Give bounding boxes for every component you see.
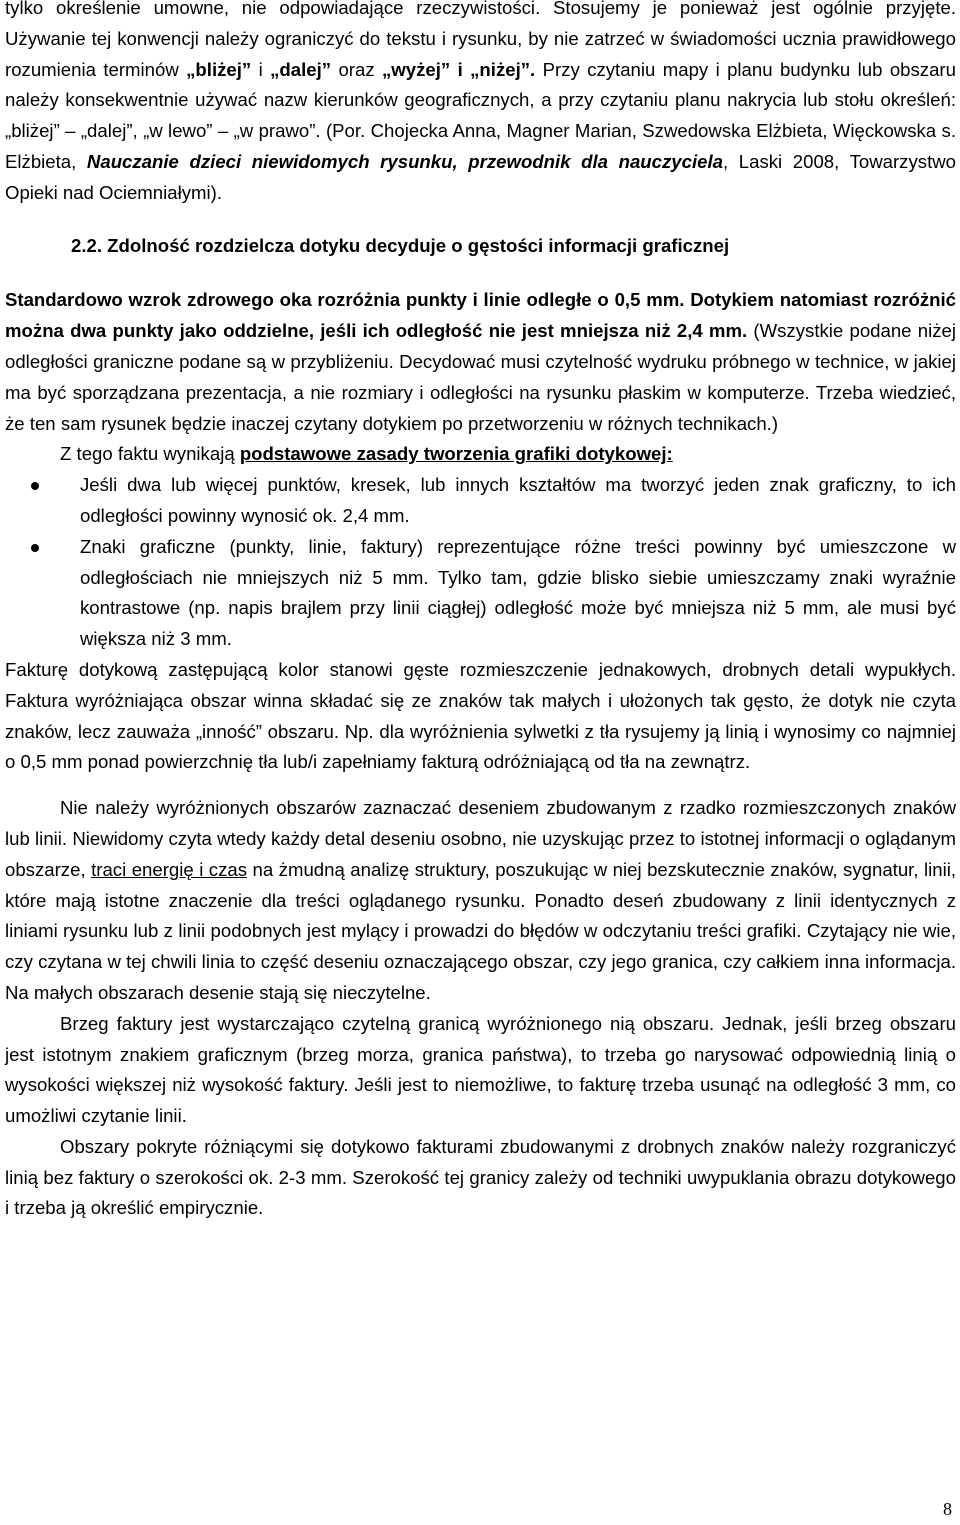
text-run: na żmudną analizę struktury, poszukując w niej bezskutecznie znaków, sygnatur, linii, które mają istotne znaczenie dla treści oglądanego rysunku. Ponadto deseń zbudowany z linii identycznych z liniami rysunku lub z linii podobnych jest mylący i prowadzi do błędów w odczytaniu treści grafiki. Czytający nie wie, czy czytana w tej chwili linia to część deseniu oznaczającego obszar, czy jego granica, czy całkiem inna informacja. Na małych obszarach desenie stają się nieczytelne. bbox=[5, 858, 957, 1003]
paragraph-texture: Fakturę dotykową zastępującą kolor stanowi gęste rozmieszczenie jednakowych, drobnych detali wypukłych. Faktura wyróżniająca obszar winna składać się ze znaków tak małych i ułożonych tak gęsto, że dotyk nie czyta znaków, lecz zauważa „inność” obszaru. Np. dla wyróżnienia sylwetki z tła rysujemy ją linią i wynosimy co najmniej o 0,5 mm ponad powierzchnię tła lub/i zapełniamy fakturą odróżniającą od tła na zewnątrz. bbox=[5, 658, 956, 773]
text-run: Nie należy wyróżnionych obszarów zaznaczać deseniem zbudowanym z rzadko rozmieszczonych znaków lub linii. Niewidomy czyta wtedy każdy detal deseniu osobno, nie uzyskując przez to istotnej informacji o oglądanym obszarze, bbox=[5, 797, 956, 880]
principles-title: podstawowe zasady tworzenia grafiki dotykowej: bbox=[239, 443, 673, 465]
underlined-phrase: traci energię i czas bbox=[91, 858, 248, 880]
bullet-icon bbox=[31, 544, 39, 552]
bold-statement: Standardowo wzrok zdrowego oka rozróżnia punkty i linie odległe o 0,5 mm. Dotykiem natomiast rozróżnić można dwa punkty jako oddzielne, jeśli ich odległość nie jest mniejsza niż 2,4 mm. bbox=[5, 289, 956, 342]
bullet-icon bbox=[31, 482, 39, 490]
term-closer: „bliżej” bbox=[186, 58, 252, 80]
text-run: i bbox=[251, 58, 271, 80]
book-title: Nauczanie dzieci niewidomych rysunku, przewodnik dla nauczyciela bbox=[86, 150, 723, 172]
paragraph-resolution bbox=[5, 285, 956, 439]
paragraph-patterns bbox=[5, 793, 956, 1009]
text-run: , Laski 2008, Towarzystwo Opieki nad Ociemniałymi). bbox=[5, 150, 956, 203]
principles-list bbox=[5, 470, 956, 655]
spacer bbox=[5, 261, 956, 285]
text-run: (Wszystkie podane niżej odległości graniczne podane są w przybliżeniu. Decydować musi czytelność wydruku próbnego w technice, w jakiej ma być sporządzana prezentacja, a nie rozmiary i odległości na rysunku płaskim w komputerze. Trzeba wiedzieć, że ten sam rysunek będzie inaczej czytany dotykiem po przetworzeniu w różnych technikach.) bbox=[5, 320, 956, 434]
term-further: „dalej” bbox=[270, 58, 332, 80]
text-run: Z tego faktu wynikają bbox=[60, 443, 240, 465]
paragraph-edges: Brzeg faktury jest wystarczająco czytelną granicą wyróżnionego nią obszaru. Jednak, jeśli brzeg obszaru jest istotnym znakiem graficznym (brzeg morza, granica państwa), to trzeba go narysować odpowiednią linią o wysokości większej niż wysokość faktury. Jeśli jest to niemożliwe, to fakturę trzeba usunąć na odległość 3 mm, co umożliwi czytanie linii. bbox=[5, 1012, 956, 1127]
text-run: oraz bbox=[331, 58, 382, 80]
section-heading: 2.2. Zdolność rozdzielcza dotyku decyduje o gęstości informacji graficznej bbox=[71, 234, 730, 256]
list-item-text: Znaki graficzne (punkty, linie, faktury) reprezentujące różne treści powinny być umieszczone w odległościach nie mniejszych niż 5 mm. Tylko tam, gdzie blisko siebie umieszczamy znaki wyraźnie kontrastowe (np. napis brajlem przy linii ciągłej) odległość może być mniejsza niż 5 mm, ale musi być większa niż 3 mm. bbox=[80, 535, 956, 650]
paragraph-areas: Obszary pokryte różniącymi się dotykowo fakturami zbudowanymi z drobnych znaków należy rozgraniczyć linią bez faktury o szerokości ok. 2-3 mm. Szerokość tej granicy zależy od techniki uwypuklania obrazu dotykowego i trzeba ją określić empirycznie. bbox=[5, 1135, 956, 1219]
text-run: Przy czytaniu mapy i planu budynku lub obszaru należy konsekwentnie używać nazw kierunków geograficznych, a przy czytaniu planu nakrycia lub stołu określeń: „bliżej” – „dalej”, „w lewo” – „w prawo”. (Por. Chojecka Anna, Magner Marian, Szwedowska Elżbieta, Więckowska s. Elżbieta, bbox=[5, 58, 956, 172]
paragraph-conventions bbox=[5, 0, 956, 209]
principles-intro bbox=[5, 439, 956, 470]
list-item bbox=[5, 532, 956, 655]
term-higher-lower: „wyżej” i „niżej”. bbox=[382, 58, 536, 80]
text-run: tylko określenie umowne, nie odpowiadające rzeczywistości. Stosujemy je ponieważ jest ogólnie przyjęte. Używanie tej konwencji należy ograniczyć do tekstu i rysunku, by nie zatrzeć w świadomości ucznia prawidłowego rozumienia terminów bbox=[5, 0, 956, 80]
spacer bbox=[5, 778, 956, 793]
list-item-text: Jeśli dwa lub więcej punktów, kresek, lub innych kształtów ma tworzyć jeden znak graficzny, to ich odległości powinny wynosić ok. 2,4 mm. bbox=[80, 474, 956, 526]
page-number: 8 bbox=[943, 1499, 952, 1519]
list-item bbox=[5, 470, 956, 532]
